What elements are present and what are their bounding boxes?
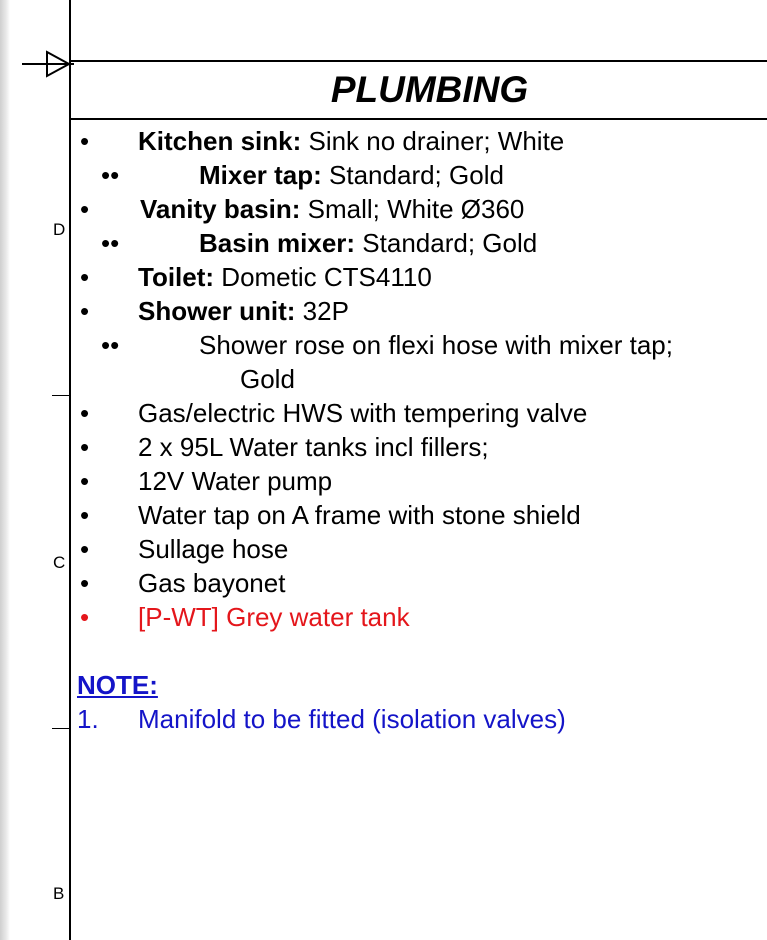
- page-edge-shadow: [0, 0, 10, 940]
- note-heading: NOTE:: [77, 670, 158, 700]
- zone-label-d: D: [53, 220, 66, 239]
- item-text: 12V Water pump: [138, 466, 333, 496]
- page-title: PLUMBING: [330, 69, 529, 110]
- bullet: •: [80, 466, 90, 496]
- bullet: •: [80, 398, 90, 428]
- bullet: •: [80, 126, 90, 156]
- bullet: ••: [101, 160, 120, 190]
- item-text: Shower rose on flexi hose with mixer tap;: [199, 330, 673, 360]
- item-text: Standard; Gold: [321, 160, 504, 190]
- item-label: Toilet:: [138, 262, 215, 292]
- centering-arrow-icon: [22, 48, 74, 80]
- item-text: Water tap on A frame with stone shield: [138, 500, 581, 530]
- bullet: •: [80, 534, 90, 564]
- bullet: •: [80, 432, 90, 462]
- zone-tick: [52, 728, 70, 729]
- zone-tick: [52, 395, 70, 396]
- item-text: [P-WT] Grey water tank: [138, 602, 410, 632]
- bullet: •: [80, 194, 90, 224]
- item-text: Gas/electric HWS with tempering valve: [138, 398, 588, 428]
- item-text: Sink no drainer; White: [301, 126, 565, 156]
- zone-label-c: C: [53, 553, 66, 572]
- item-text: Standard; Gold: [355, 228, 538, 258]
- item-text: 2 x 95L Water tanks incl fillers;: [138, 432, 489, 462]
- item-label: Kitchen sink:: [138, 126, 302, 156]
- bullet: •: [80, 262, 90, 292]
- item-label: Basin mixer:: [199, 228, 356, 258]
- item-text: Gas bayonet: [138, 568, 286, 598]
- note-text: Manifold to be fitted (isolation valves): [138, 704, 566, 734]
- item-text: Gold: [240, 364, 295, 394]
- item-text: 32P: [295, 296, 349, 326]
- item-text: Small; White Ø360: [300, 194, 525, 224]
- bullet: •: [80, 500, 90, 530]
- bullet: •: [80, 602, 90, 632]
- bullet: •: [80, 568, 90, 598]
- item-label: Mixer tap:: [199, 160, 322, 190]
- frame-left-line: [69, 0, 71, 940]
- item-text: Sullage hose: [138, 534, 289, 564]
- item-label: Shower unit:: [138, 296, 296, 326]
- bullet: •: [80, 296, 90, 326]
- title-bottom-line: [69, 118, 767, 120]
- zone-label-b: B: [53, 884, 65, 903]
- bullet: ••: [101, 330, 120, 360]
- item-text: Dometic CTS4110: [214, 262, 432, 292]
- item-label: Vanity basin:: [140, 194, 301, 224]
- bullet: ••: [101, 228, 120, 258]
- note-number: 1.: [77, 704, 99, 734]
